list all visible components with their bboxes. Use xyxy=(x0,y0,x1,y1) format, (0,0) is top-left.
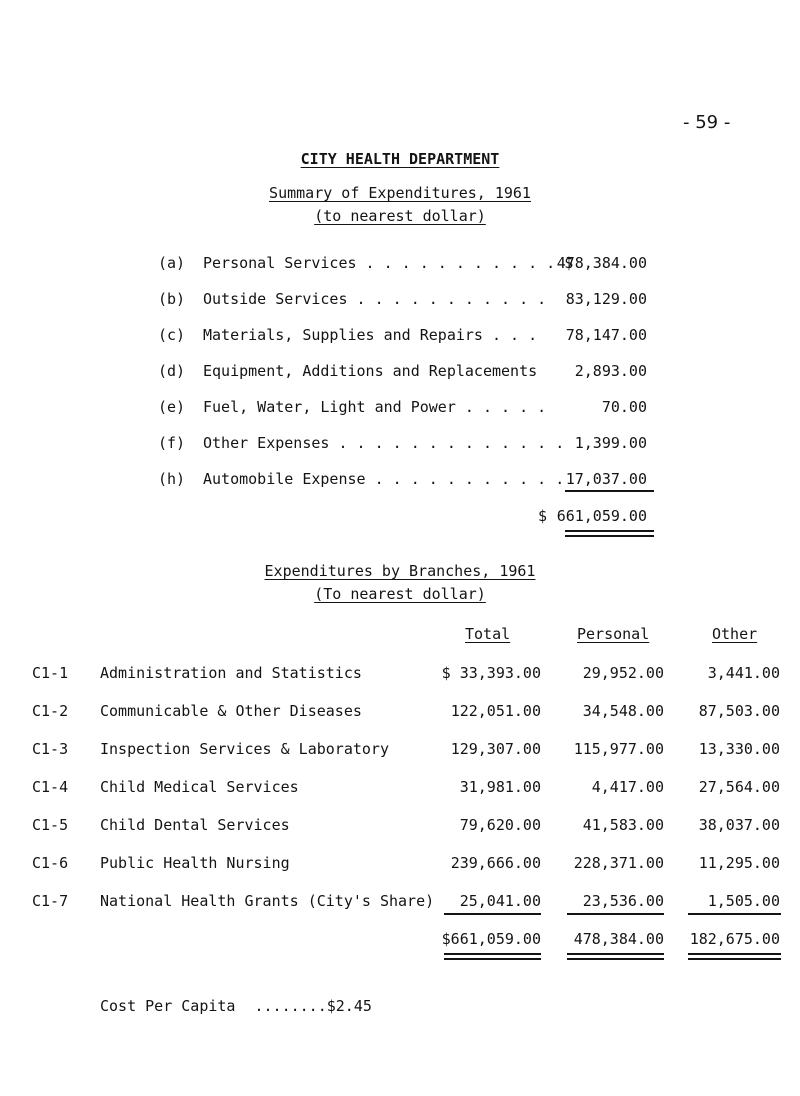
summary-item xyxy=(0,470,800,490)
branch-total: 79,620.00 xyxy=(459,816,541,834)
personal-column-double-rule xyxy=(567,953,664,960)
branch-total: $ 33,393.00 xyxy=(441,664,541,682)
summary-item-key: (a) xyxy=(158,254,186,272)
cost-per-capita-leader: ........ xyxy=(254,997,327,1015)
branch-code: C1-5 xyxy=(32,816,69,834)
branch-other: 27,564.00 xyxy=(698,778,780,796)
total-column-subtotal-rule xyxy=(444,913,541,915)
summary-item-key: (f) xyxy=(158,434,186,452)
branch-personal: 115,977.00 xyxy=(573,740,664,758)
summary-item-label: Other Expenses . . . . . . . . . . . . . xyxy=(203,434,565,452)
personal-column-subtotal-rule xyxy=(567,913,664,915)
summary-item-amount: 478,384.00 xyxy=(556,254,647,272)
branch-personal: 4,417.00 xyxy=(591,778,664,796)
branch-other: 1,505.00 xyxy=(707,892,780,910)
summary-item-amount: 2,893.00 xyxy=(574,362,647,380)
table-row xyxy=(0,854,800,874)
branch-code: C1-4 xyxy=(32,778,69,796)
table-row xyxy=(0,892,800,912)
summary-item-amount: 70.00 xyxy=(601,398,647,416)
summary-subtotal-rule xyxy=(565,490,654,492)
branch-personal: 34,548.00 xyxy=(582,702,664,720)
summary-item-amount: 17,037.00 xyxy=(565,470,647,488)
grand-total: $661,059.00 xyxy=(441,930,541,948)
summary-item xyxy=(0,398,800,418)
summary-item-label: Personal Services . . . . . . . . . . . $ xyxy=(203,254,574,272)
summary-total-double-rule xyxy=(565,530,654,537)
branch-name: National Health Grants (City's Share) xyxy=(100,892,435,910)
branch-total: 25,041.00 xyxy=(459,892,541,910)
cost-per-capita-value: $2.45 xyxy=(326,997,372,1015)
summary-item-key: (d) xyxy=(158,362,186,380)
branches-subtitle: (To nearest dollar) xyxy=(314,585,486,603)
summary-item-amount: 78,147.00 xyxy=(565,326,647,344)
branch-name: Communicable & Other Diseases xyxy=(100,702,362,720)
summary-item xyxy=(0,290,800,310)
summary-item xyxy=(0,362,800,382)
summary-item-amount: 1,399.00 xyxy=(574,434,647,452)
personal-total: 478,384.00 xyxy=(573,930,664,948)
department-title: CITY HEALTH DEPARTMENT xyxy=(300,150,500,168)
branch-name: Child Medical Services xyxy=(100,778,299,796)
summary-item xyxy=(0,254,800,274)
total-column-double-rule xyxy=(444,953,541,960)
branch-code: C1-6 xyxy=(32,854,69,872)
branch-code: C1-3 xyxy=(32,740,69,758)
branch-personal: 29,952.00 xyxy=(582,664,664,682)
branches-totals-row xyxy=(0,930,800,950)
branch-name: Administration and Statistics xyxy=(100,664,362,682)
column-header-total: Total xyxy=(465,625,511,643)
branch-other: 11,295.00 xyxy=(698,854,780,872)
summary-item-key: (c) xyxy=(158,326,186,344)
summary-item xyxy=(0,326,800,346)
table-row xyxy=(0,778,800,798)
branch-name: Child Dental Services xyxy=(100,816,290,834)
branch-other: 3,441.00 xyxy=(707,664,780,682)
summary-item-label: Materials, Supplies and Repairs . . . xyxy=(203,326,538,344)
table-row xyxy=(0,816,800,836)
cost-per-capita xyxy=(100,997,372,1015)
summary-title: Summary of Expenditures, 1961 xyxy=(269,184,531,202)
summary-item-label: Fuel, Water, Light and Power . . . . . xyxy=(203,398,547,416)
branch-code: C1-2 xyxy=(32,702,69,720)
branch-code: C1-1 xyxy=(32,664,69,682)
summary-item xyxy=(0,434,800,454)
cost-per-capita-label: Cost Per Capita xyxy=(100,997,236,1015)
other-column-double-rule xyxy=(688,953,781,960)
summary-item-key: (h) xyxy=(158,470,186,488)
branch-total: 31,981.00 xyxy=(459,778,541,796)
other-column-subtotal-rule xyxy=(688,913,781,915)
summary-item-label: Equipment, Additions and Replacements xyxy=(203,362,538,380)
table-row xyxy=(0,740,800,760)
summary-total-amount: 661,059.00 xyxy=(556,507,647,525)
column-header-personal: Personal xyxy=(577,625,650,643)
summary-item-label: Automobile Expense . . . . . . . . . . . xyxy=(203,470,565,488)
summary-item-label: Outside Services . . . . . . . . . . . xyxy=(203,290,547,308)
branch-personal: 23,536.00 xyxy=(582,892,664,910)
branch-total: 122,051.00 xyxy=(450,702,541,720)
table-row xyxy=(0,664,800,684)
summary-item-amount: 83,129.00 xyxy=(565,290,647,308)
column-header-other: Other xyxy=(712,625,758,643)
branches-title: Expenditures by Branches, 1961 xyxy=(264,562,536,580)
other-total: 182,675.00 xyxy=(689,930,780,948)
branch-other: 87,503.00 xyxy=(698,702,780,720)
table-row xyxy=(0,702,800,722)
summary-subtitle: (to nearest dollar) xyxy=(314,207,486,225)
branch-total: 129,307.00 xyxy=(450,740,541,758)
branch-total: 239,666.00 xyxy=(450,854,541,872)
summary-item-key: (b) xyxy=(158,290,186,308)
branch-name: Public Health Nursing xyxy=(100,854,290,872)
summary-total-row xyxy=(0,507,800,527)
branch-other: 38,037.00 xyxy=(698,816,780,834)
page-number: - 59 - xyxy=(683,112,731,133)
summary-total-currency: $ xyxy=(538,507,548,525)
branch-personal: 41,583.00 xyxy=(582,816,664,834)
summary-item-key: (e) xyxy=(158,398,186,416)
branch-name: Inspection Services & Laboratory xyxy=(100,740,389,758)
branch-personal: 228,371.00 xyxy=(573,854,664,872)
branch-other: 13,330.00 xyxy=(698,740,780,758)
branch-code: C1-7 xyxy=(32,892,69,910)
branches-header-row xyxy=(0,625,800,645)
